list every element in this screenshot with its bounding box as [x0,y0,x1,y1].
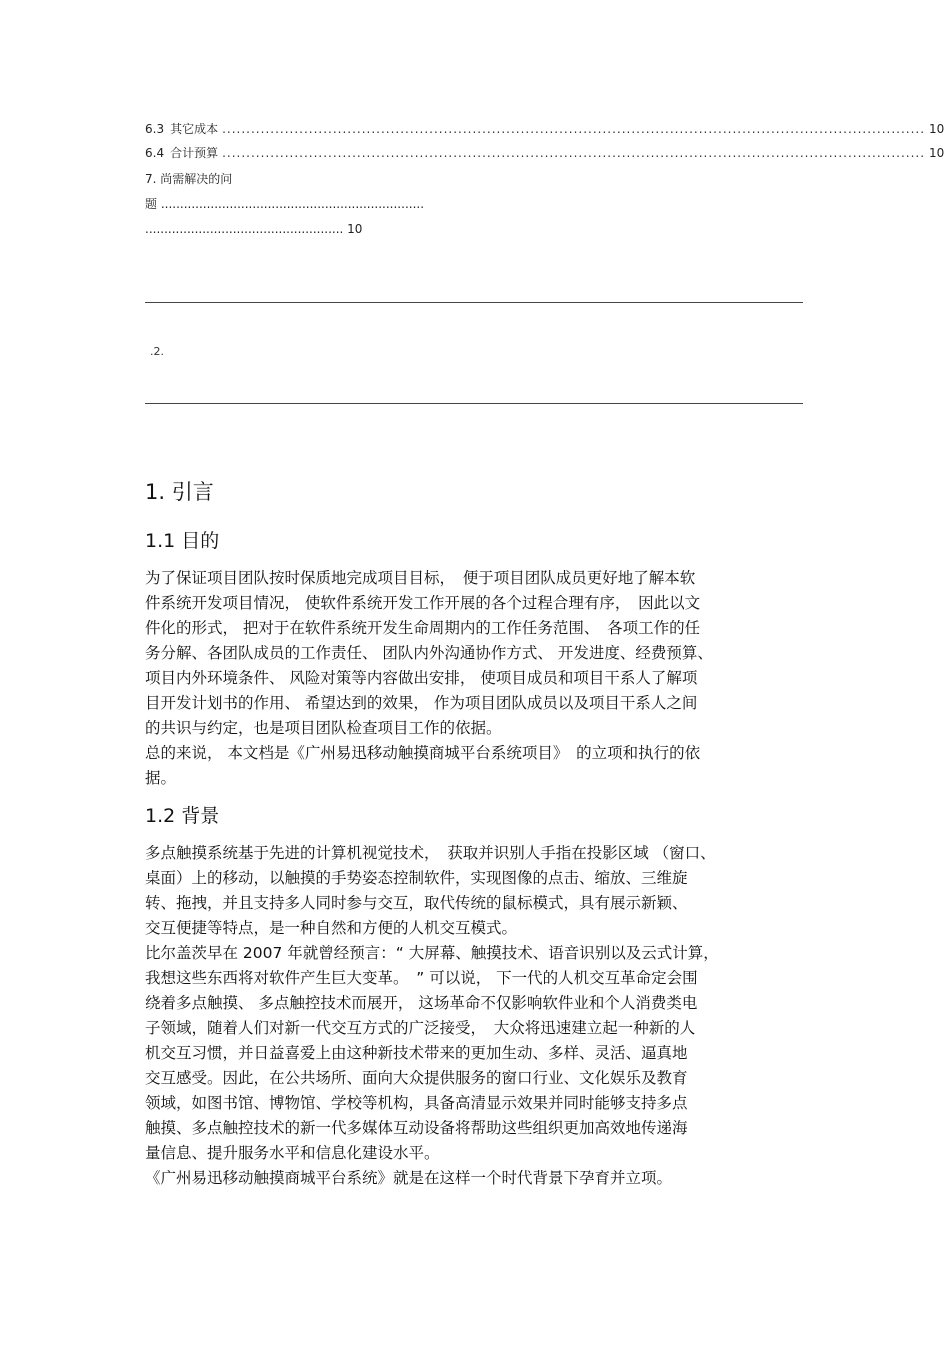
text-line: 量信息、提升服务水平和信息化建设水平。 [145,1144,440,1162]
toc-leader-dots: .................................................................................................................................................. [222,146,926,160]
text-line: 的共识与约定，也是项目团队检查项目工作的依据。 [145,719,502,737]
text-line: 务分解、各团队成员的工作责任、 团队内外沟通协作方式、 开发进度、经费预算、 [145,644,713,662]
toc-entry-number: 6.3 [145,122,165,136]
text-line: 项目内外环境条件、 风险对策等内容做出安排， 使项目成员和项目干系人了解项 [145,669,698,687]
page-footer-rule [145,302,803,303]
text-line: 比尔盖茨早在 2007 年就曾经预言：“ 大屏幕、触摸技术、语音识别以及云式计算， [145,944,719,962]
toc-entry-number: 6.4 [145,146,165,160]
toc-entry-title: 其它成本 [170,122,219,136]
text-line: 为了保证项目团队按时保质地完成项目目标， 便于项目团队成员更好地了解本软 [145,569,696,587]
text-line: 触摸、多点触控技术的新一代多媒体互动设备将帮助这些组织更加高效地传递海 [145,1119,688,1137]
text-line: 总的来说， 本文档是《广州易迅移动触摸商城平台系统项目》 的立项和执行的依 [145,744,701,762]
text-line: 子领域，随着人们对新一代交互方式的广泛接受， 大众将迅速建立起一种新的人 [145,1019,696,1037]
toc-entry-title: 合计预算 [170,146,219,160]
text-line: 我想这些东西将对软件产生巨大变革。 ” 可以说， 下一代的人机交互革命定会围 [145,969,698,987]
text-line: 桌面）上的移动，以触摸的手势姿态控制软件，实现图像的点击、缩放、三维旋 [145,869,688,887]
text-line: 交互便捷等特点，是一种自然和方便的人机交互模式。 [145,919,518,937]
toc-entry-page: 10 [929,146,945,160]
toc-entry-7-line1: 7. 尚需解决的问 [145,172,233,186]
toc-leader-dots: .................................................................................................................................................. [222,122,926,136]
text-line: 机交互习惯，并日益喜爱上由这种新技术带来的更加生动、多样、灵活、逼真地 [145,1044,688,1062]
purpose-paragraph [145,566,810,791]
text-line: 转、拖拽，并且支持多人同时参与交互，取代传统的鼠标模式，具有展示新颖、 [145,894,688,912]
section-heading-introduction: 1. 引言 [145,480,214,504]
page-number: .2. [150,345,164,358]
toc-entry-page: 10 [929,122,945,136]
subsection-heading-purpose: 1.1 目的 [145,530,220,552]
text-line: 件化的形式， 把对于在软件系统开发生命周期内的工作任务范围、 各项工作的任 [145,619,701,637]
toc-entry-7-line3: .................................................... 10 [145,222,363,236]
text-line: 多点触摸系统基于先进的计算机视觉技术， 获取并识别人手指在投影区域 （窗口、 [145,844,716,862]
page-header-rule [145,403,803,404]
text-line: 据。 [145,769,177,787]
toc-entry-6-4 [145,145,945,161]
subsection-heading-background: 1.2 背景 [145,805,220,827]
text-line: 领域，如图书馆、博物馆、学校等机构，具备高清显示效果并同时能够支持多点 [145,1094,688,1112]
text-line: 目开发计划书的作用、 希望达到的效果， 作为项目团队成员以及项目干系人之间 [145,694,698,712]
text-line: 件系统开发项目情况， 使软件系统开发工作开展的各个过程合理有序， 因此以文 [145,594,701,612]
toc-entry-7-line2: 题 ..................................................................... [145,197,425,211]
background-paragraph [145,841,810,1191]
text-line: 《广州易迅移动触摸商城平台系统》就是在这样一个时代背景下孕育并立项。 [145,1169,673,1187]
toc-entry-6-3 [145,121,945,137]
text-line: 交互感受。因此，在公共场所、面向大众提供服务的窗口行业、文化娱乐及教育 [145,1069,688,1087]
text-line: 绕着多点触摸、 多点触控技术而展开， 这场革命不仅影响软件业和个人消费类电 [145,994,698,1012]
